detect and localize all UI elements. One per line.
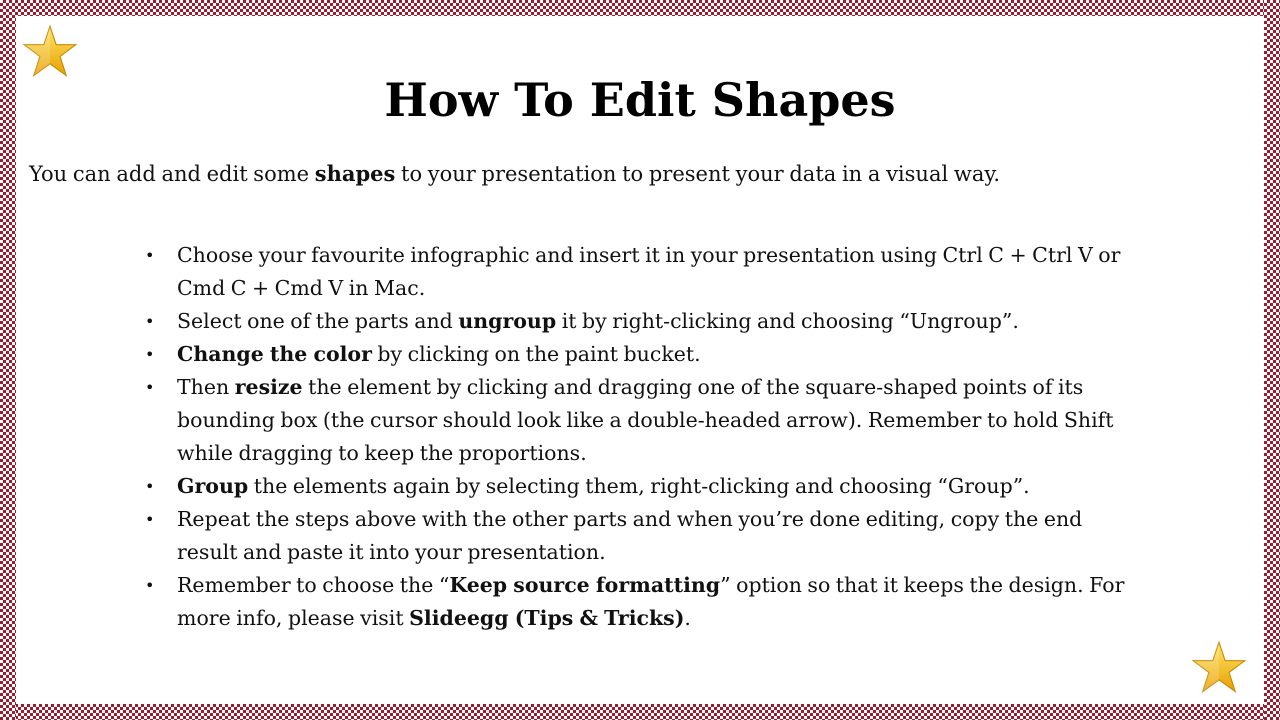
- list-item: [145, 305, 1145, 338]
- list-item-text: the element by clicking and dragging one of the square-shaped points of its bounding box (the cursor should look like a double-headed arrow). Remember to hold Shift while dragging to keep the proportions.: [177, 375, 1114, 465]
- list-item-text: Select one of the parts and: [177, 309, 459, 333]
- list-item: [145, 371, 1145, 470]
- list-item-bold: Group: [177, 474, 249, 498]
- list-item: [145, 338, 1145, 371]
- list-item: [145, 569, 1145, 635]
- instruction-list: [145, 239, 1145, 635]
- intro-paragraph: [29, 160, 1019, 188]
- list-item: [145, 239, 1145, 305]
- intro-text-bold: shapes: [314, 161, 396, 186]
- bullet-icon: •: [145, 576, 155, 595]
- list-item-bold: Change the color: [177, 342, 372, 366]
- list-item: [145, 503, 1145, 569]
- slideegg-link[interactable]: Slideegg (Tips & Tricks): [409, 606, 685, 630]
- list-item-text: it by right-clicking and choosing “Ungroup”.: [556, 309, 1019, 333]
- list-item-text: .: [684, 606, 691, 630]
- list-item-bold: resize: [234, 375, 303, 399]
- bullet-icon: •: [145, 510, 155, 529]
- list-item-text: ” option so that it keeps the design. For more info, please visit: [177, 573, 1125, 630]
- bullet-icon: •: [145, 246, 155, 265]
- list-item-text: Choose your favourite infographic and insert it in your presentation using Ctrl C + Ctrl V or Cmd C + Cmd V in Mac.: [177, 243, 1121, 300]
- decorative-border-bottom: [0, 704, 1280, 720]
- intro-text-before: You can add and edit some: [29, 162, 315, 186]
- list-item-text: the elements again by selecting them, right-clicking and choosing “Group”.: [248, 474, 1030, 498]
- page-title: How To Edit Shapes: [384, 73, 896, 127]
- decorative-border-top: [0, 0, 1280, 16]
- bullet-icon: •: [145, 477, 155, 496]
- bullet-icon: •: [145, 312, 155, 331]
- list-item-bold: ungroup: [458, 309, 557, 333]
- intro-text-after: to your presentation to present your data in a visual way.: [395, 162, 1001, 186]
- bullet-icon: •: [145, 378, 155, 397]
- bullet-icon: •: [145, 345, 155, 364]
- list-item-text: Remember to choose the “: [177, 573, 450, 597]
- list-item-text: Repeat the steps above with the other parts and when you’re done editing, copy the end result and paste it into your presentation.: [177, 507, 1083, 564]
- list-item-text: Then: [177, 375, 235, 399]
- list-item-bold: Keep source formatting: [449, 573, 721, 597]
- list-item: [145, 470, 1145, 503]
- star-icon: [1191, 640, 1247, 696]
- list-item-text: by clicking on the paint bucket.: [371, 342, 701, 366]
